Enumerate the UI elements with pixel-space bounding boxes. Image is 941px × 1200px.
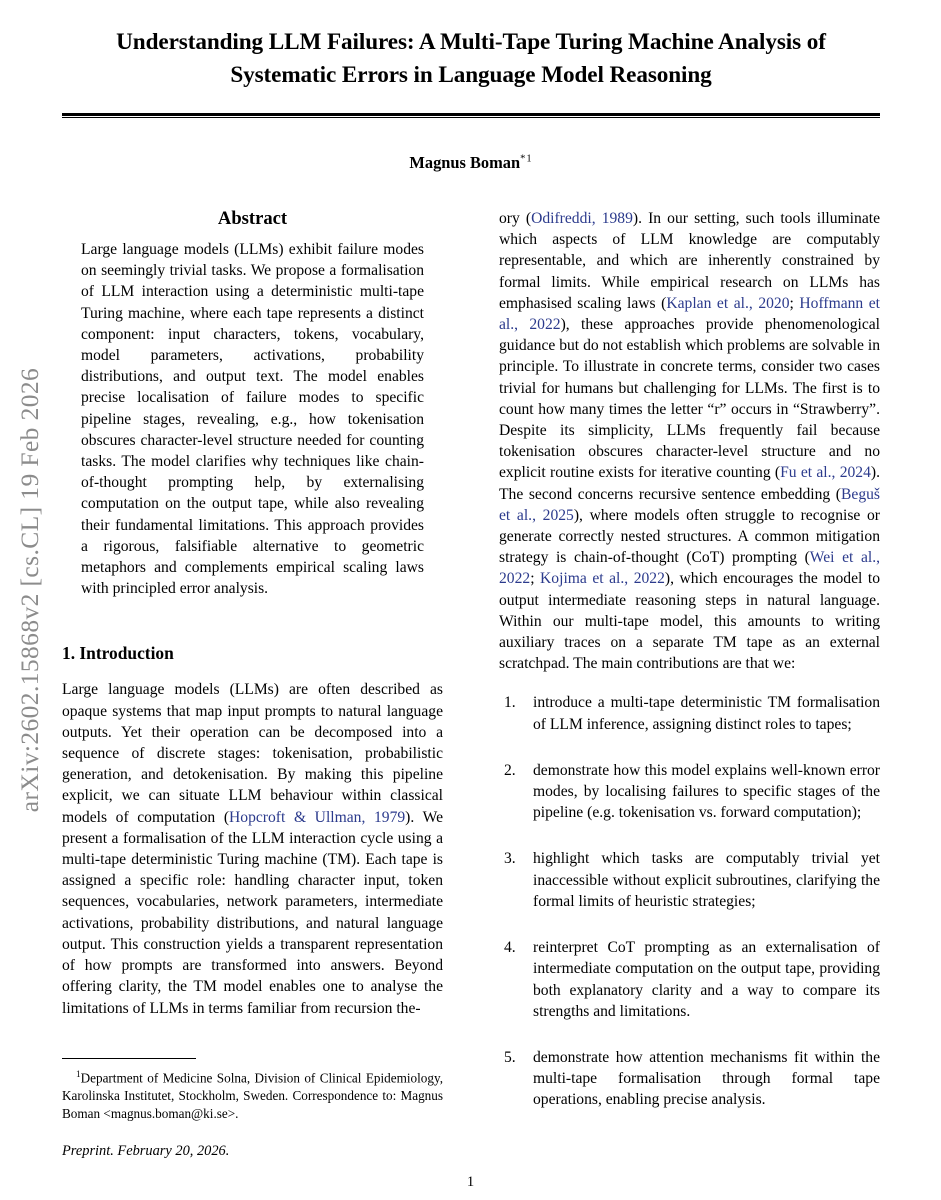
list-item: reinterpret CoT prompting as an externalisation of intermediate computation on the output tape, providing both explanatory clarity and a way to compare its strengths and limitations. [533, 939, 880, 1020]
footnote-zone [62, 1058, 443, 1160]
paper-page [62, 0, 880, 1200]
right-column-paragraph [499, 208, 880, 674]
footnote-rule [62, 1058, 196, 1059]
introduction-heading: 1. Introduction [62, 643, 174, 664]
intro-text-part-1: Large language models (LLMs) are often described as opaque systems that map input prompts to natural language outputs. Yet their operation can be decomposed into a sequence of discrete stages: tokenisation, probabilistic generation, and detokenisation. By making this pipeline explicit, we can situate LLM behaviour within classical models of computation ( [62, 681, 443, 826]
abstract-body: Large language models (LLMs) exhibit failure modes on seemingly trivial tasks. We propose a formalisation of LLM interaction using a deterministic multi-tape Turing machine, where each tape represents a distinct component: input characters, tokens, vocabulary, model parameters, activations, probability distributions, and output text. The model enables precise localisation of failure modes to specific pipeline stages, revealing, e.g., how tokenisation obscures character-level structure needed for counting tasks. The model clarifies why techniques like chain-of-thought prompting help, by externalising computation on the output tape, while also revealing their fundamental limitations. This approach provides a rigorous, falsifiable alternative to geometric metaphors and complements empirical scaling laws with principled error analysis. [81, 241, 424, 598]
abstract-heading: Abstract [217, 208, 288, 229]
right-text-part-7: ; [530, 570, 541, 588]
footnote-text [62, 1066, 443, 1122]
citation-kaplan[interactable]: Kaplan et al., 2020 [666, 294, 790, 312]
right-column [499, 208, 880, 1136]
contributions-list [499, 692, 880, 1110]
introduction-paragraph [62, 679, 443, 1018]
author-asterisk: * [520, 154, 527, 166]
citation-wei[interactable]: Wei et al., 2022 [499, 549, 881, 588]
intro-text-part-2: ). We present a formalisation of the LLM interaction cycle using a multi-tape deterministic Turing machine (TM). Each tape is assigned a specific role: handling character input, token sequences, vocabularies, network parameters, intermediate activations, probability distributions, and natural language output. This construction yields a transparent representation of how prompts are transformed into answers. Beyond offering clarity, the TM model enables one to analyse the limitations of LLMs in terms familiar from recursion the- [62, 808, 443, 1017]
arxiv-stamp [0, 0, 48, 1200]
header-rule [62, 113, 880, 118]
section-spacer-bottom [62, 665, 443, 679]
right-text-part-3: ; [789, 294, 800, 312]
right-text-part-8: ), which encourages the model to output intermediate reasoning steps in natural language. Within our multi-tape model, this amounts to writing auxiliary traces on a separate TM tape as an external scratchpad. The main contributions are that we: [499, 570, 880, 673]
right-text-part-1: ory ( [499, 210, 532, 227]
citation-begus[interactable]: Beguš et al., 2025 [499, 485, 880, 524]
author-block [62, 153, 880, 173]
right-text-part-6: ), where models often struggle to recognise or generate correctly nested structures. A common mitigation strategy is chain-of-thought (CoT) prompting ( [499, 506, 880, 567]
list-item: demonstrate how attention mechanisms fit within the multi-tape formalisation through formal tape operations, enabling precise analysis. [533, 1048, 880, 1109]
page-title: Understanding LLM Failures: A Multi-Tape Turing Machine Analysis of Systematic Errors in Language Model Reasoning [116, 29, 826, 88]
header-rule-thin [62, 117, 880, 118]
citation-kojima[interactable]: Kojima et al., 2022 [540, 570, 665, 588]
citation-fu[interactable]: Fu et al., 2024 [780, 464, 871, 482]
citation-hoffmann[interactable]: Hoffmann et al., 2022 [499, 294, 881, 334]
citation-hopcroft-ullman[interactable]: Hopcroft & Ullman, 1979 [229, 808, 406, 826]
preprint-line: Preprint. February 20, 2026. [62, 1143, 230, 1160]
footnote-body: Department of Medicine Solna, Division of Clinical Epidemiology, Karolinska Institutet, Stockholm, Sweden. Correspondence to: Magnus Boman <magnus.boman@ki.se>. [62, 1070, 443, 1121]
right-text-part-4: ), these approaches provide phenomenological guidance but do not establish which problems are solvable in principle. To illustrate in concrete terms, consider two cases trivial for humans but challenging for LLMs. The first is to count how many times the letter “r” occurs in “Strawberry”. Despite its simplicity, LLMs frequently fail because tokenisation obscures character-level structure and no explicit routine exists for iterative counting ( [499, 316, 880, 482]
right-text-part-5: ). The second concerns recursive sentence embedding ( [499, 464, 880, 503]
body-columns [62, 208, 880, 1168]
right-text-part-2: ). In our setting, such tools illuminate which aspects of LLM knowledge are computably representable, and which are inherently constrained by formal limits. While empirical research on LLMs has emphasised scaling laws ( [499, 210, 880, 312]
author-affiliation-marker: 1 [526, 154, 533, 166]
list-item: demonstrate how this model explains well-known error modes, by localising failures to specific stages of the pipeline (e.g. tokenisation vs. forward computation); [533, 761, 880, 822]
list-item: introduce a multi-tape deterministic TM formalisation of LLM inference, assigning distinct roles to tapes; [533, 694, 880, 733]
title-block [62, 0, 880, 118]
page-number: 1 [466, 1174, 475, 1190]
author-name: Magnus Boman [409, 153, 521, 173]
arxiv-stamp-text: arXiv:2602.15868v2 [cs.CL] 19 Feb 2026 [15, 367, 44, 813]
left-column [62, 208, 443, 1019]
citation-odifreddi[interactable]: Odifreddi, 1989 [531, 210, 633, 227]
list-item: highlight which tasks are computably trivial yet inaccessible without explicit subroutines, clarifying the formal limits of heuristic strategies; [533, 850, 880, 910]
footnote-marker: 1 [76, 1069, 81, 1080]
section-spacer-top [62, 599, 443, 641]
